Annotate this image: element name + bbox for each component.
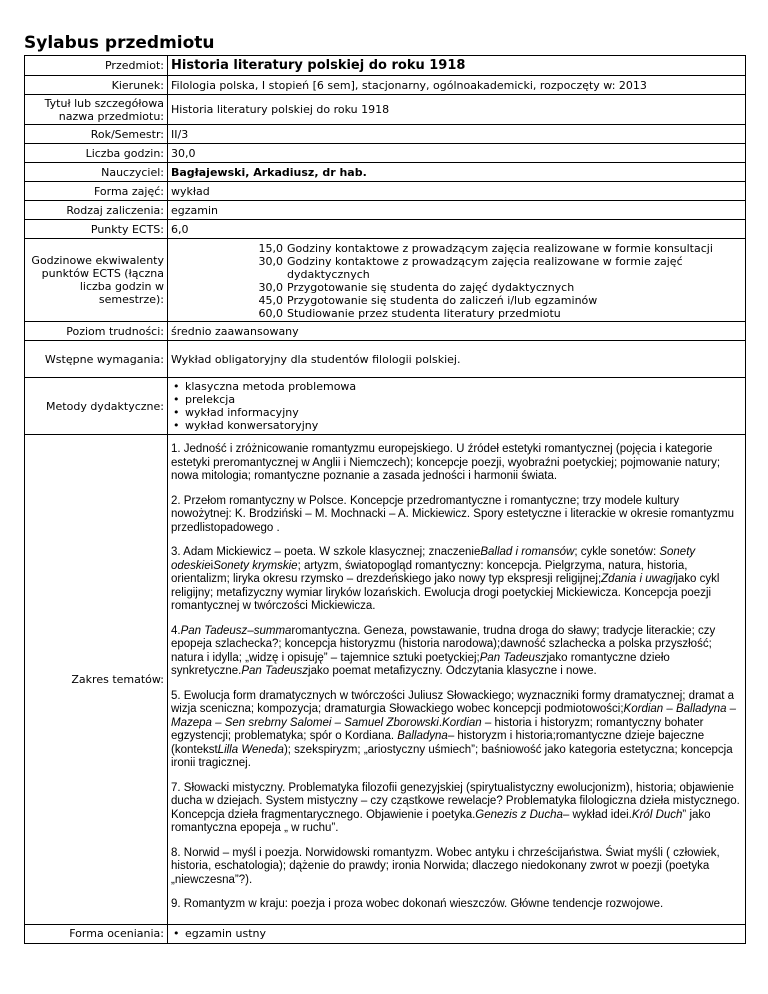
syllabus-table <box>24 55 746 944</box>
row-ekwiwalenty <box>25 239 746 322</box>
list-item: • klasyczna metoda problemowa <box>185 380 742 393</box>
value-zaliczenie: egzamin <box>168 201 746 220</box>
page-title: Sylabus przedmiotu <box>24 33 215 53</box>
row-zakres <box>25 435 746 925</box>
topic-paragraph: 3. Adam Mickiewicz – poeta. W szkole klasycznej; znaczenieBallad i romansów; cykle sonetów: Sonety odeskieiSonety krymskie; artyzm, światopogląd romantyczny: koncepcja. Pielgrzyma, natura, historia, orientalizm; liryka okresu rzymsko – drezdeńskiego jako nowy typ ekspresji religijnej;Zdania i uwagijako cykl religijny; metafizyczny wymiar liryków lozańskich. Ewolucja drogi poetyckiej Mickiewicza. Koncepcja poezji romantycznej w twórczości Mickiewicza. <box>171 546 720 612</box>
label-przedmiot: Przedmiot: <box>25 56 168 76</box>
value-zakres <box>168 435 746 925</box>
list-item: • egzamin ustny <box>185 927 742 940</box>
ects-hours-value: 45,0 <box>258 294 283 307</box>
label-ekwiwalenty: Godzinowe ekwiwalenty punktów ECTS (łączna liczba godzin w semestrze): <box>25 239 168 322</box>
row-ocenianie <box>25 924 746 943</box>
ects-hours-value: 30,0 <box>258 255 283 268</box>
value-rok: II/3 <box>168 125 746 144</box>
row-wymagania <box>25 341 746 378</box>
ects-hours-value: 60,0 <box>258 307 283 320</box>
list-item: • wykład informacyjny <box>185 406 742 419</box>
row-godziny <box>25 144 746 163</box>
topic-paragraph: 7. Słowacki mistyczny. Problematyka filozofii genezyjskiej (spirytualistyczny ewolucjonizm), historia; objawienie ducha w dziejach. System mistyczny – czy cząstkowe rewelacje? Problematyka filologiczna dzieła mistycznego. Koncepcja dzieła fragmentarycznego. Objawienie i poetyka.Genezis z Ducha– wykład idei.Król Duch” jako romantyczna epopeja „ w ruchu”. <box>171 781 740 834</box>
row-nauczyciel <box>25 163 746 182</box>
row-tytul <box>25 95 746 125</box>
row-przedmiot <box>25 56 746 76</box>
topic-paragraph: 8. Norwid – myśl i poezja. Norwidowski romantyzm. Wobec antyku i chrześcijaństwa. Świat myśli ( człowiek, historia, eschatologia); dążenie do prawdy; ironia Norwida; dlaczego niedokonany zwrot w poezji (poetyka „niewczesna”?). <box>171 846 720 886</box>
topic-paragraph: 1. Jedność i zróżnicowanie romantyzmu europejskiego. U źródeł estetyki romantycznej (pojęcia i kategorie estetyki preromantycznej w Anglii i Niemczech); koncepcje poezji, wyobraźni poetyckiej; pojmowanie natury; nowa mitologia; romantyczne poznanie a zasada jedności i harmonii świata. <box>171 443 721 482</box>
label-metody: Metody dydaktyczne: <box>25 378 168 435</box>
topic-paragraph: 2. Przełom romantyczny w Polsce. Koncepcje przedromantyczne i romantyczne; trzy modele kultury nowożytnej: K. Brodziński – M. Mochnacki – A. Mickiewicz. Spory estetyczne i literackie w okresie romantyzmu przedlistopadowego . <box>171 494 735 534</box>
value-ects: 6,0 <box>168 220 746 239</box>
row-metody <box>25 378 746 435</box>
row-rok <box>25 125 746 144</box>
row-poziom <box>25 322 746 341</box>
value-godziny: 30,0 <box>168 144 746 163</box>
ects-hours-text: Godziny kontaktowe z prowadzącym zajęcia realizowane w formie konsultacji <box>287 242 713 255</box>
row-forma <box>25 182 746 201</box>
label-zaliczenie: Rodzaj zaliczenia: <box>25 201 168 220</box>
label-ects: Punkty ECTS: <box>25 220 168 239</box>
value-tytul: Historia literatury polskiej do roku 1918 <box>168 95 746 125</box>
topic-paragraph: 4.Pan Tadeusz–summaromantyczna. Geneza, powstawanie, trudna droga do sławy; tradycje literackie; czy epopeja szlachecka?; koncepcja historyzmu (historia narodowa);dawność szlachecka a polska przyszłość; natura i idylla; „widzę i opisuję” – tajemnice sztuki poetyckiej;Pan Tadeuszjako romantyczne dzieło synkretyczne.Pan Tadeuszjako poemat metafizyczny. Odczytania klasyczne i nowe. <box>171 624 716 677</box>
label-wymagania: Wstępne wymagania: <box>25 341 168 378</box>
ects-hours-list <box>171 242 742 320</box>
label-rok: Rok/Semestr: <box>25 125 168 144</box>
value-wymagania: Wykład obligatoryjny dla studentów filologii polskiej. <box>168 341 746 378</box>
label-poziom: Poziom trudności: <box>25 322 168 341</box>
label-tytul: Tytuł lub szczegółowa nazwa przedmiotu: <box>25 95 168 125</box>
value-nauczyciel: Bagłajewski, Arkadiusz, dr hab. <box>168 163 746 182</box>
label-nauczyciel: Nauczyciel: <box>25 163 168 182</box>
list-item: • wykład konwersatoryjny <box>185 419 742 432</box>
value-poziom: średnio zaawansowany <box>168 322 746 341</box>
label-godziny: Liczba godzin: <box>25 144 168 163</box>
row-zaliczenie <box>25 201 746 220</box>
topic-paragraph: 5. Ewolucja form dramatycznych w twórczości Juliusz Słowackiego; wyznaczniki formy dramatycznej; dramat a wizja sceniczna; kompozycja; dramaturgia Słowackiego wobec koncepcji podmiotowości;Kordian – Balladyna – Mazepa – Sen srebrny Salomei – Samuel Zborowski.Kordian – historia i historyzm; romantyczny bohater egzystencji; problematyka; spór o Kordiana. Balladyna– historyzm i historia;romantyczne dzieje bajeczne (kontekstLilla Weneda); szekspiryzm; „ariostyczny uśmiech”; baśniowość jako kategoria estetyczna; koncepcja ironii tragicznej. <box>171 689 737 769</box>
value-ocenianie <box>168 924 746 943</box>
ects-hours-value: 15,0 <box>258 242 283 255</box>
ects-hours-text: Przygotowanie się studenta do zaliczeń i/lub egzaminów <box>287 294 598 307</box>
ects-hours-text: Przygotowanie się studenta do zajęć dydaktycznych <box>287 281 575 294</box>
list-item: • prelekcja <box>185 393 742 406</box>
value-przedmiot: Historia literatury polskiej do roku 1918 <box>168 56 746 76</box>
value-metody <box>168 378 746 435</box>
label-kierunek: Kierunek: <box>25 76 168 95</box>
label-forma: Forma zajęć: <box>25 182 168 201</box>
ects-hours-value: 30,0 <box>258 281 283 294</box>
methods-list <box>171 380 742 432</box>
label-zakres: Zakres tematów: <box>25 435 168 925</box>
value-kierunek: Filologia polska, I stopień [6 sem], stacjonarny, ogólnoakademicki, rozpoczęty w: 2013 <box>168 76 746 95</box>
ects-hours-text: Godziny kontaktowe z prowadzącym zajęcia realizowane w formie zajęć dydaktycznych <box>287 255 683 281</box>
row-kierunek <box>25 76 746 95</box>
value-forma: wykład <box>168 182 746 201</box>
label-ocenianie: Forma oceniania: <box>25 924 168 943</box>
ects-hours-text: Studiowanie przez studenta literatury przedmiotu <box>287 307 561 320</box>
value-ekwiwalenty <box>168 239 746 322</box>
assessment-list <box>171 927 742 940</box>
row-ects <box>25 220 746 239</box>
topic-paragraph: 9. Romantyzm w kraju: poezja i proza wobec dokonań wieszczów. Główne tendencje rozwojowe. <box>171 898 664 910</box>
